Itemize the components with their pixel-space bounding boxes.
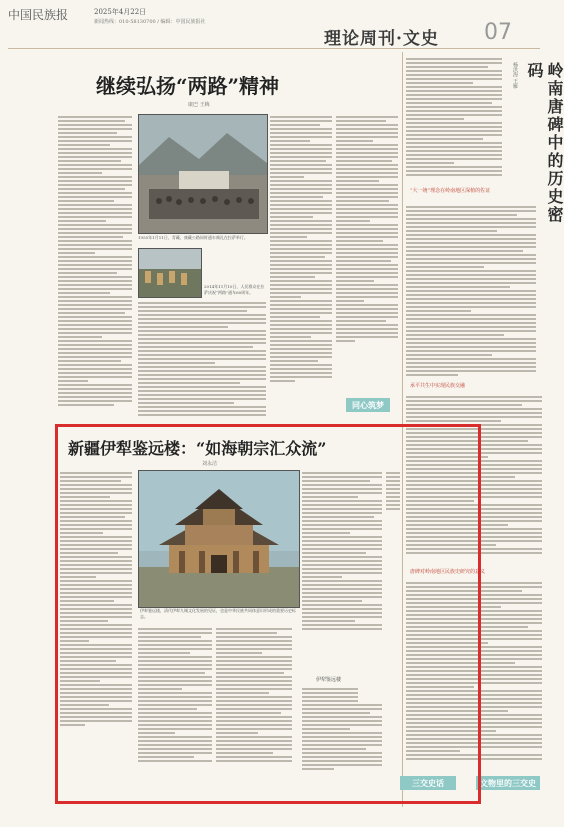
- photo-jianyuan-tower: [138, 470, 300, 608]
- main-article-column-1: [58, 114, 132, 420]
- feature-poem-heading: 伊犁鉴远楼: [316, 677, 342, 683]
- masthead: [8, 4, 540, 49]
- feature-article-column-2: [138, 626, 212, 796]
- feature-article-column-4: [302, 470, 382, 670]
- side-subhead-2: 承平共生中实现民族交融: [410, 383, 466, 389]
- feature-article-byline: 刘永洁: [202, 461, 218, 467]
- column-banner-wenwu: 文物里的三交史: [476, 776, 540, 790]
- photo-jianyuan-tower-caption: 伊犁鉴远楼，清代伊犁九城文化发展的见证，也是中华民族共同体意识形成的重要历史标志。: [140, 608, 296, 619]
- photo-anniversary-caption: 2014年11月10日，人民群众在拉萨庆祝“两路”通车60周年。: [204, 284, 265, 295]
- column-banner-sanjiao: 三交史话: [400, 776, 456, 790]
- section-title: 理论周刊·文史: [324, 29, 439, 49]
- feature-article-column-3: [216, 626, 292, 796]
- photo-jianyuan-tower-image: [139, 471, 299, 607]
- main-article-column-2: [138, 300, 266, 420]
- issue-date: 2025年4月22日: [94, 8, 147, 16]
- photo-highway-opening: [138, 114, 268, 234]
- photo-anniversary-image: [139, 249, 201, 297]
- side-article-intro: [406, 56, 502, 186]
- newspaper-logo: 中国民族报: [8, 8, 69, 22]
- feature-article-column-4-lower: [302, 686, 382, 796]
- page-number: 07: [484, 20, 512, 45]
- side-article-byline: 杨洪海 王雁: [512, 62, 518, 89]
- main-article-column-3: [270, 114, 332, 420]
- photo-anniversary: [138, 248, 202, 298]
- side-subhead-3: 唐碑对岭南地区民族史研究的意义: [410, 569, 486, 575]
- feature-article-column-5: [386, 470, 400, 710]
- photo-highway-opening-image: [139, 115, 267, 233]
- side-subhead-1: “大一统”理念在岭南地区深植的佐证: [410, 188, 491, 194]
- side-article-title: 岭南唐碑中的历史密码: [525, 62, 564, 224]
- main-article-title: 继续弘扬“两路”精神: [96, 74, 280, 98]
- contact-line: 新闻热线：010-58130700 / 编辑：中国民族报社: [94, 19, 206, 25]
- photo-highway-opening-caption: 1955年1月11日，青藏、康藏公路同时通车典礼在拉萨举行。: [138, 235, 248, 240]
- feature-article-title: 新疆伊犁鉴远楼：“如海朝宗汇众流”: [68, 439, 327, 458]
- main-article-byline: 康巴 王梅: [188, 102, 210, 108]
- feature-article-column-1: [60, 470, 132, 790]
- column-banner-tongxin: 同心筑梦: [346, 398, 390, 412]
- side-article-section-1: [406, 204, 536, 380]
- main-article-column-4: [336, 114, 398, 394]
